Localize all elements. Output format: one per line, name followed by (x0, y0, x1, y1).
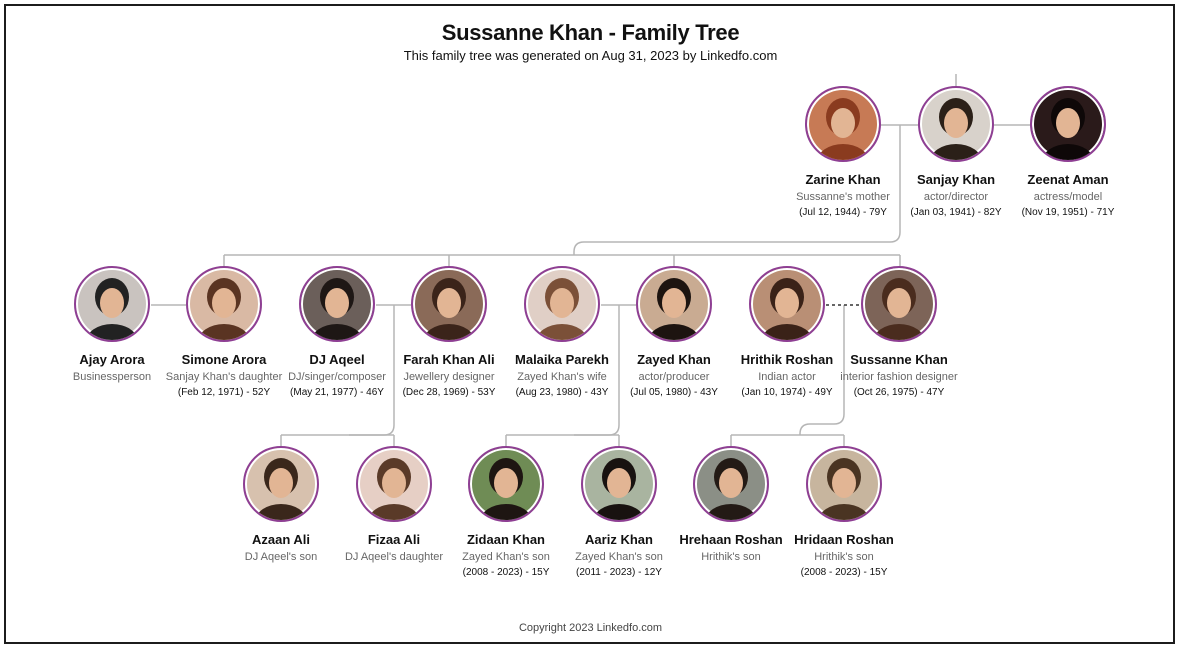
person-role: actor/director (923, 191, 989, 203)
person-sussanne-khan[interactable] (834, 266, 964, 398)
person-silhouette-icon (76, 268, 148, 340)
avatar (299, 266, 375, 342)
person-zidaan-khan[interactable] (441, 446, 571, 578)
person-dates: (Dec 28, 1969) - 53Y (402, 387, 496, 398)
person-dates: (Jan 03, 1941) - 82Y (910, 207, 1002, 218)
person-name: Hrehaan Roshan (679, 532, 783, 547)
person-role: Indian actor (758, 371, 816, 383)
person-role: DJ Aqeel's daughter (344, 551, 444, 563)
person-silhouette-icon (188, 268, 260, 340)
person-role: actress/model (1033, 191, 1103, 203)
person-simone-arora[interactable] (159, 266, 289, 398)
person-role: Sussanne's mother (796, 191, 890, 203)
person-role: actor/producer (638, 371, 710, 383)
person-dates: (Nov 19, 1951) - 71Y (1021, 207, 1115, 218)
person-dates: (2011 - 2023) - 12Y (576, 567, 662, 578)
avatar (186, 266, 262, 342)
person-silhouette-icon (470, 448, 542, 520)
person-dates: (Jul 12, 1944) - 79Y (799, 207, 887, 218)
person-silhouette-icon (920, 88, 992, 160)
person-name: DJ Aqeel (309, 352, 365, 367)
person-name: Sussanne Khan (850, 352, 948, 367)
person-name: Simone Arora (181, 352, 267, 367)
avatar (918, 86, 994, 162)
person-role: Sanjay Khan's daughter (165, 371, 283, 383)
avatar (74, 266, 150, 342)
avatar (693, 446, 769, 522)
person-name: Hrithik Roshan (740, 352, 834, 367)
person-hrehaan-roshan[interactable] (666, 446, 796, 563)
person-zarine-khan[interactable] (778, 86, 908, 218)
person-name: Azaan Ali (251, 532, 311, 547)
person-zeenat-aman[interactable] (1003, 86, 1133, 218)
person-name: Hridaan Roshan (794, 532, 894, 547)
person-role: Zayed Khan's son (575, 551, 663, 563)
person-dates: (Feb 12, 1971) - 52Y (177, 387, 271, 398)
person-dates: (Oct 26, 1975) - 47Y (853, 387, 945, 398)
person-aariz-khan[interactable] (554, 446, 684, 578)
person-silhouette-icon (863, 268, 935, 340)
person-hridaan-roshan[interactable] (779, 446, 909, 578)
person-name: Zeenat Aman (1027, 172, 1109, 187)
person-silhouette-icon (807, 88, 879, 160)
avatar (524, 266, 600, 342)
person-name: Malaika Parekh (515, 352, 609, 367)
person-silhouette-icon (638, 268, 710, 340)
person-name: Fizaa Ali (367, 532, 421, 547)
avatar (356, 446, 432, 522)
page-title: Sussanne Khan - Family Tree (441, 20, 740, 45)
person-role: Businessperson (72, 371, 152, 383)
person-role: interior fashion designer (840, 371, 958, 383)
person-dj-aqeel[interactable] (272, 266, 402, 398)
person-dates: (2008 - 2023) - 15Y (462, 567, 550, 578)
person-role: Hrithik's son (701, 551, 761, 563)
avatar (581, 446, 657, 522)
copyright-footer: Copyright 2023 Linkedfo.com (518, 622, 663, 634)
person-fizaa-ali[interactable] (329, 446, 459, 563)
person-name: Sanjay Khan (916, 172, 996, 187)
person-name: Zidaan Khan (466, 532, 545, 547)
person-silhouette-icon (695, 448, 767, 520)
avatar (805, 86, 881, 162)
person-role: DJ Aqeel's son (244, 551, 318, 563)
person-zayed-khan[interactable] (609, 266, 739, 398)
person-azaan-ali[interactable] (216, 446, 346, 563)
person-role: Jewellery designer (403, 371, 495, 383)
person-name: Zayed Khan (637, 352, 711, 367)
avatar (806, 446, 882, 522)
person-sanjay-khan[interactable] (891, 86, 1021, 218)
avatar (468, 446, 544, 522)
avatar (243, 446, 319, 522)
person-silhouette-icon (1032, 88, 1104, 160)
avatar (411, 266, 487, 342)
person-role: Zayed Khan's son (462, 551, 550, 563)
person-silhouette-icon (583, 448, 655, 520)
person-dates: (Jul 05, 1980) - 43Y (630, 387, 718, 398)
person-dates: (May 21, 1977) - 46Y (290, 387, 384, 398)
person-role: Hrithik's son (814, 551, 874, 563)
person-malaika-parekh[interactable] (497, 266, 627, 398)
person-name: Farah Khan Ali (403, 352, 495, 367)
person-silhouette-icon (751, 268, 823, 340)
person-silhouette-icon (245, 448, 317, 520)
person-dates: (2008 - 2023) - 15Y (800, 567, 888, 578)
person-dates: (Aug 23, 1980) - 43Y (515, 387, 609, 398)
person-name: Ajay Arora (79, 352, 145, 367)
person-role: DJ/singer/composer (288, 371, 386, 383)
person-farah-khan-ali[interactable] (384, 266, 514, 398)
person-role: Zayed Khan's wife (517, 371, 607, 383)
person-silhouette-icon (808, 448, 880, 520)
person-silhouette-icon (413, 268, 485, 340)
page-subtitle: This family tree was generated on Aug 31, 2023 by Linkedfo.com (403, 48, 778, 63)
person-hrithik-roshan[interactable] (722, 266, 852, 398)
avatar (749, 266, 825, 342)
avatar (1030, 86, 1106, 162)
person-dates: (Jan 10, 1974) - 49Y (741, 387, 833, 398)
person-name: Zarine Khan (805, 172, 881, 187)
person-silhouette-icon (358, 448, 430, 520)
person-silhouette-icon (526, 268, 598, 340)
person-ajay-arora[interactable] (47, 266, 177, 383)
avatar (861, 266, 937, 342)
avatar (636, 266, 712, 342)
person-silhouette-icon (301, 268, 373, 340)
person-name: Aariz Khan (585, 532, 653, 547)
